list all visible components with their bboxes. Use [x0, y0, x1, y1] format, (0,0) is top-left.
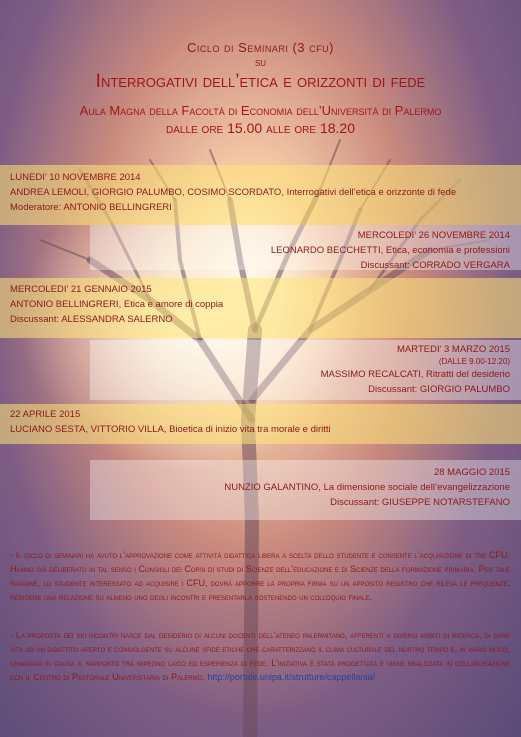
event-note: (DALLE 9.00-12.20) [438, 357, 510, 366]
event-4 [10, 342, 510, 397]
event-speakers: LEONARDO BECCHETTI, Etica, economia e professioni [270, 245, 510, 256]
event-speakers: ANTONIO BELLINGRERI, Etica e amore di coppia [10, 299, 224, 310]
event-discussant: Discussant: CORRADO VERGARA [360, 260, 510, 271]
hours-label: dalle ore 15.00 alle ore 18.20 [165, 120, 355, 136]
event-moderator: Moderatore: ANTONIO BELLINGRERI [10, 202, 172, 213]
event-date: LUNEDI’ 10 NOVEMBRE 2014 [10, 172, 141, 183]
event-5 [10, 407, 510, 437]
event-3 [10, 282, 510, 327]
venue-label: Aula Magna della Facoltà di Economia dell’Università di Palermo [79, 103, 442, 118]
info-paragraph-proposal [10, 628, 510, 684]
event-date: MERCOLEDI’ 26 NOVEMBRE 2014 [357, 230, 510, 241]
event-6 [10, 465, 510, 510]
poster-title: Interrogativi dell’etica e orizzonti di fede [95, 71, 426, 92]
event-date: MARTEDI’ 3 MARZO 2015 [397, 344, 510, 355]
cappellania-link[interactable]: http://portale.unipa.it/strutture/cappellania/ [207, 672, 375, 682]
su-label: su [254, 55, 267, 69]
event-speakers: ANDREA LEMOLI, GIORGIO PALUMBO, COSIMO SCORDATO, Interrogativi dell’etica e orizzonte di fede [10, 187, 457, 198]
event-2 [10, 228, 510, 273]
event-discussant: Discussant: GIORGIO PALUMBO [368, 384, 510, 395]
event-discussant: Discussant: ALESSANDRA SALERNO [10, 314, 173, 325]
event-discussant: Discussant: GIUSEPPE NOTARSTEFANO [330, 497, 510, 508]
info-paragraph-cfu: - Il ciclo di seminari ha avuto l’approvazione come attività didattica libera a scelta dello studente e consente l’acquisizione di tre CFU. Hanno già deliberato in tal senso i Consigli dei Corsi di studi di Scienze dell’educazione e di Scienze della formazione primaria. Per tale ragione, lo studente interessato ad acquisire i CFU, dovrà apporre la propria firma su un apposito registro che rileva le frequenze; redigere una relazione su almeno uno degli incontri e presentarla sostenendo un colloquio finale. [10, 550, 510, 602]
event-speakers: MASSIMO RECALCATI, Ritratti del desiderio [320, 369, 510, 380]
event-speakers: LUCIANO SESTA, VITTORIO VILLA, Bioetica di inizio vita tra morale e diritti [10, 424, 331, 435]
event-date: MERCOLEDI’ 21 GENNAIO 2015 [10, 284, 152, 295]
proposal-text: - La proposta dei sei incontri nasce dal desiderio di alcuni docenti dell’ateneo palermitano, afferenti a diversi ambiti di ricerca, di dare vita ad un dibattito aperto e coinvolgente su alcune sfide etiche che caratterizzano il clima culturale del nostro tempo e, in vario modo, chiamano in causa il rapporto tra impegno laico ed esperienza di fede. L’iniziativa è stata progettata e viene realizzata in collaborazione con il Centro di Pastorale Universitaria di Palermo. [10, 630, 510, 682]
event-date: 28 MAGGIO 2015 [433, 467, 510, 478]
event-1 [10, 170, 510, 215]
series-label: Ciclo di Seminari (3 cfu) [187, 40, 334, 55]
event-date: 22 APRILE 2015 [10, 409, 81, 420]
event-speakers: NUNZIO GALANTINO, La dimensione sociale dell’evangelizzazione [224, 482, 510, 493]
poster-header [0, 40, 521, 136]
